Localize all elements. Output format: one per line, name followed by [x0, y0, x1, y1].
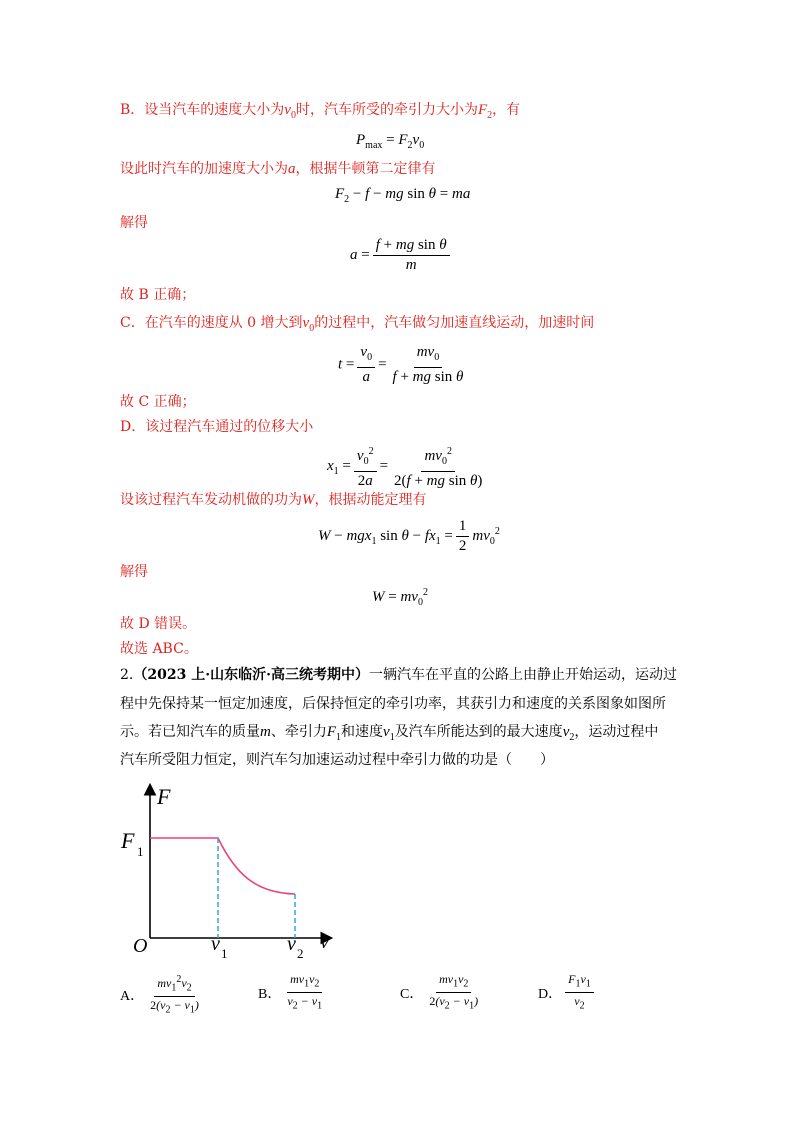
- option-d-formula: $\frac{F_1v_1}{v_2}$: [565, 972, 594, 1014]
- f2-symbol: $F_2$: [477, 102, 493, 121]
- v0-symbol: $v_0$: [302, 315, 315, 334]
- solve-label-2: 解得: [120, 564, 148, 580]
- x-axis-label: v: [320, 931, 329, 953]
- equation-time: t = $\frac{v_0}{a}$ = $\frac{mv_0}{\text{f + mg sin θ}}$: [338, 344, 464, 385]
- option-d-conclusion: 故 D 错误。: [120, 616, 197, 632]
- option-b-text-1: B．设当汽车的速度大小为: [120, 102, 285, 118]
- acceleration-line: [120, 159, 436, 179]
- force-velocity-graph: [115, 778, 355, 968]
- solve-label-1: 解得: [120, 215, 148, 231]
- question-text-3d: 及汽车所能达到的最大速度: [394, 724, 563, 740]
- force-curve: [150, 838, 295, 894]
- option-c-formula: $\frac{mv_1v_2}{2(v_2 - v_1)}$: [429, 972, 479, 1012]
- acceleration-text-1: 设此时汽车的加速度大小为: [120, 161, 288, 177]
- equation-accel: a = $\frac{\text{f + mg sin θ}}{m}$: [350, 237, 453, 274]
- f1-subscript: 1: [137, 844, 144, 859]
- option-c-text-2: 的过程中，汽车做匀加速直线运动，加速时间: [314, 315, 595, 331]
- question-text-3c: 和速度: [341, 724, 384, 740]
- question-line-2: 程中先保持某一恒定加速度，后保持恒定的牵引功率，其获引力和速度的关系图象如图所: [120, 696, 666, 712]
- option-a-formula: $\frac{mv_1^2v_2}{2(v_2 - v_1)}$: [150, 974, 199, 1016]
- v1-subscript: 1: [221, 946, 228, 961]
- option-c-conclusion: 故 C 正确；: [120, 394, 196, 410]
- option-b-label: B．: [258, 986, 282, 1002]
- option-a[interactable]: [120, 972, 205, 1018]
- y-axis-label: F: [157, 784, 171, 809]
- option-b-conclusion: 故 B 正确；: [120, 287, 196, 303]
- question-line-3: [120, 722, 658, 748]
- question-text-3e: ，运动过程中: [574, 724, 659, 740]
- v2-subscript: 2: [297, 946, 304, 961]
- option-c[interactable]: [400, 972, 484, 1014]
- f1-label: F: [121, 828, 135, 853]
- v1-label: v: [211, 933, 220, 955]
- equation-newton: $F_2 - f$ − mg sin θ = ma: [335, 186, 471, 205]
- w-symbol: W: [302, 492, 315, 508]
- v0-symbol: $v_0$: [284, 102, 296, 121]
- question-line-4: 汽车所受阻力恒定，则汽车匀加速运动过程中牵引力做的功是（ ）: [120, 752, 554, 768]
- acceleration-text-2: ，根据牛顿第二定律有: [295, 161, 436, 177]
- option-d-analysis: D．该过程汽车通过的位移大小: [120, 419, 314, 435]
- question-number: 2.: [120, 667, 134, 683]
- option-b-analysis: [120, 100, 520, 126]
- v2-symbol: $v_2$: [562, 724, 575, 743]
- equation-displacement: $x_1$ = $\frac{v_0^2}{2a}$ = $\frac{mv_0^2}{\text{2(f + mg sin θ)}}$: [327, 443, 488, 490]
- f1-symbol: $F_1$: [326, 724, 342, 743]
- option-c-analysis: [120, 313, 594, 339]
- origin-label: O: [133, 935, 148, 957]
- option-c-text-1: C．在汽车的速度从 0 增大到: [120, 315, 303, 331]
- a-symbol: a: [288, 161, 296, 177]
- equation-work-energy: W − mgx$_1$ $\sin \theta - fx_1$ = $\frac{1}{2}$ $mv_0^2$: [318, 518, 500, 554]
- question-source: （2023 上·山东临沂·高三统考期中）: [133, 667, 369, 683]
- work-line: [120, 490, 427, 510]
- option-b[interactable]: [258, 972, 328, 1014]
- v1-symbol: $v_1$: [383, 724, 395, 743]
- question-text-3b: 、牵引力: [270, 724, 327, 740]
- option-b-formula: $\frac{mv_1v_2}{v_2 - v_1}$: [287, 972, 323, 1012]
- equation-work-result: $W = mv_0^2$: [372, 587, 428, 608]
- question-text-3a: 示。若已知汽车的质量: [120, 724, 260, 740]
- work-text-2: ，根据动能定理有: [314, 492, 427, 508]
- option-d-label: D．: [538, 986, 563, 1002]
- question-text-1: 一辆汽车在平直的公路上由静止开始运动，运动过: [368, 667, 677, 683]
- equation-pmax: $P_{max} = F_2v_0$: [356, 132, 425, 151]
- m-symbol: m: [260, 724, 271, 740]
- option-a-label: A．: [120, 988, 145, 1004]
- work-text-1: 设该过程汽车发动机做的功为: [120, 492, 302, 508]
- v2-label: v: [287, 933, 296, 955]
- option-c-label: C．: [400, 986, 424, 1002]
- question-line-1: [120, 665, 677, 685]
- option-b-text-3: ，有: [492, 102, 521, 118]
- option-d[interactable]: [538, 972, 597, 1014]
- option-b-text-2: 时，汽车所受的牵引力大小为: [295, 102, 478, 118]
- final-answer: 故选 ABC。: [120, 641, 198, 657]
